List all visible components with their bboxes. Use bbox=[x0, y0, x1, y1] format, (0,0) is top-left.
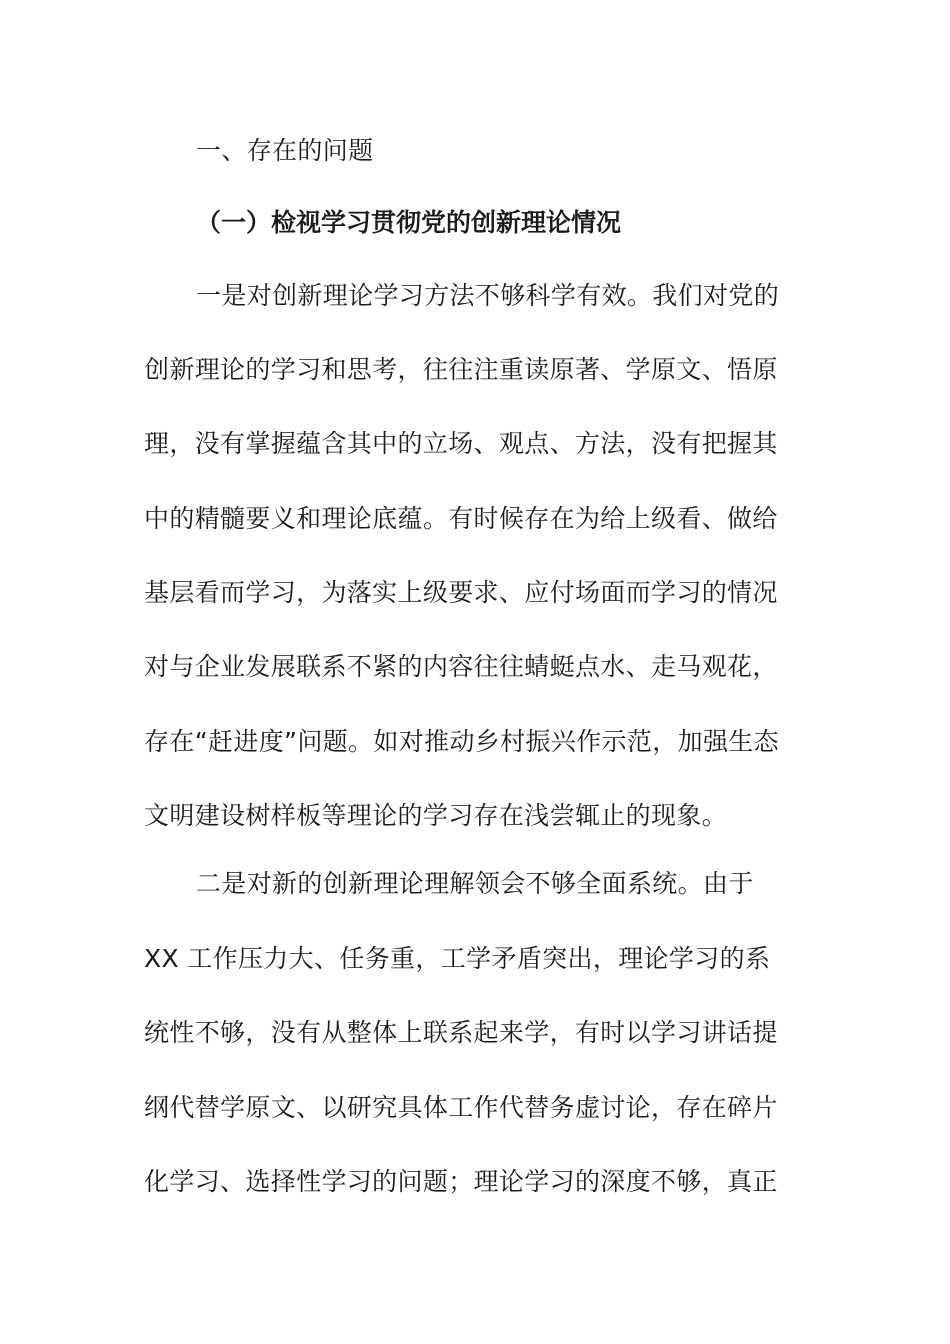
section-heading: 一、存在的问题 bbox=[196, 136, 374, 165]
paragraph-line: 二是对新的创新理论理解领会不够全面系统。由于 bbox=[196, 869, 754, 898]
paragraph-line: 基层看而学习，为落实上级要求、应付场面而学习的情况 bbox=[144, 578, 778, 607]
paragraph-line: XX 工作压力大、任务重，工学矛盾突出，理论学习的系 bbox=[144, 944, 771, 973]
paragraph-line: 统性不够，没有从整体上联系起来学，有时以学习讲话提 bbox=[144, 1018, 778, 1047]
paragraph-line: 纲代替学原文、以研究具体工作代替务虚讨论，存在碎片 bbox=[144, 1093, 778, 1122]
paragraph-line: 创新理论的学习和思考，往往注重读原著、学原文、悟原 bbox=[144, 355, 778, 384]
paragraph-line: 中的精髓要义和理论底蕴。有时候存在为给上级看、做给 bbox=[144, 504, 778, 533]
paragraph-line: 对与企业发展联系不紧的内容往往蜻蜓点水、走马观花， bbox=[144, 652, 778, 681]
paragraph-line: 化学习、选择性学习的问题；理论学习的深度不够，真正 bbox=[144, 1167, 778, 1196]
paragraph-line: 一是对创新理论学习方法不够科学有效。我们对党的 bbox=[196, 281, 780, 310]
paragraph-line: 存在“赶进度”问题。如对推动乡村振兴作示范，加强生态 bbox=[144, 727, 780, 756]
subsection-heading: （一）检视学习贯彻党的创新理论情况 bbox=[196, 208, 622, 237]
paragraph-line: 文明建设树样板等理论的学习存在浅尝辄止的现象。 bbox=[144, 801, 728, 830]
paragraph-line: 理，没有掌握蕴含其中的立场、观点、方法，没有把握其 bbox=[144, 429, 778, 458]
